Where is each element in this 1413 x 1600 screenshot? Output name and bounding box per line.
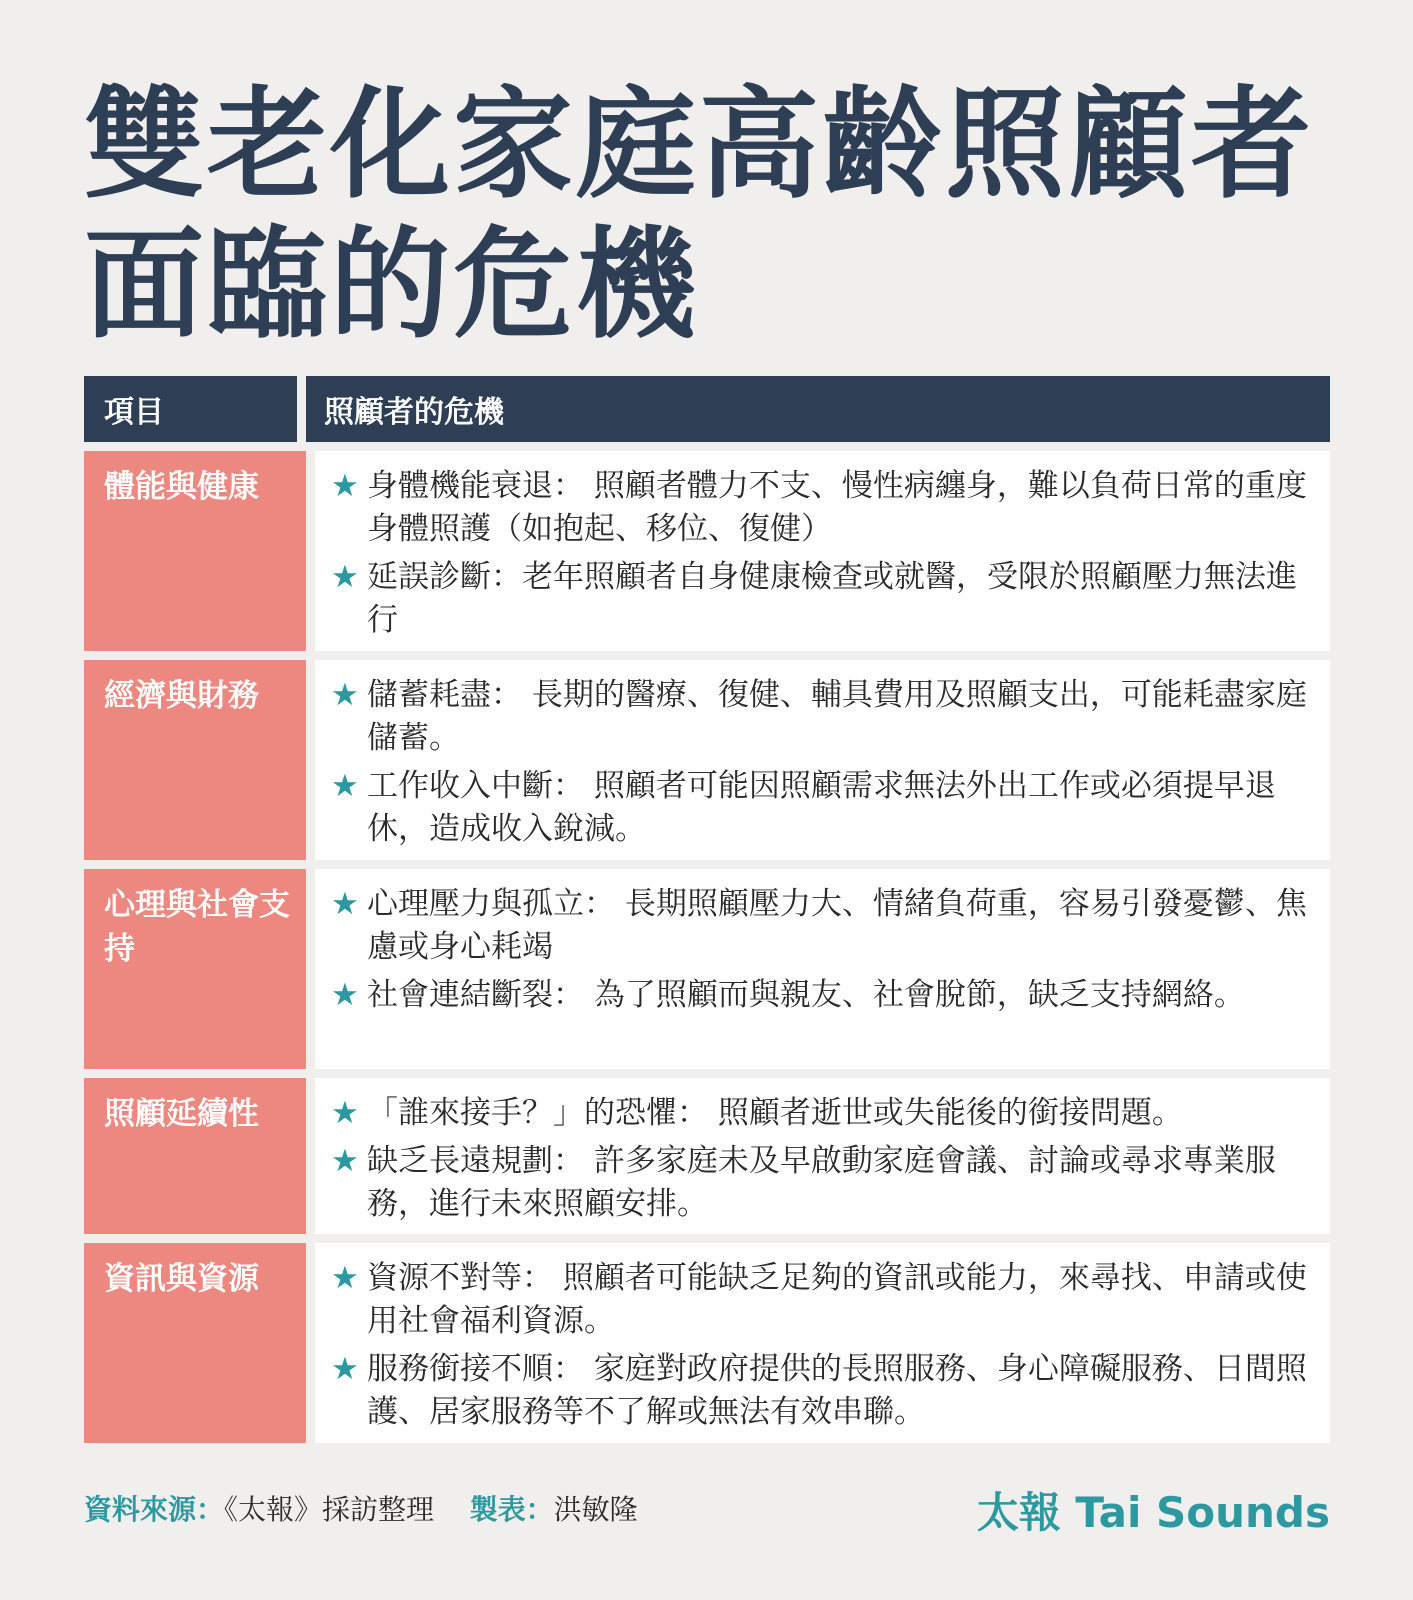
page-title <box>84 76 1344 356</box>
item-text: 「誰來接手？」的恐懼： 照顧者逝世或失能後的銜接問題。 <box>367 1095 1183 1131</box>
item-text: 工作收入中斷： 照顧者可能因照顧需求無法外出工作或必須提早退休，造成收入銳減。 <box>367 768 1276 847</box>
footer <box>84 1480 1330 1536</box>
maker-value: 洪敏隆 <box>553 1493 638 1526</box>
table-row <box>84 660 1330 860</box>
row-content <box>315 869 1330 1069</box>
row-content <box>315 451 1330 651</box>
table-row <box>84 1243 1330 1443</box>
header-crisis: 照顧者的危機 <box>324 395 504 430</box>
star-icon: ★ <box>331 677 359 713</box>
list-item <box>331 465 1316 551</box>
item-text: 社會連結斷裂： 為了照顧而與親友、社會脫節，缺乏支持網絡。 <box>367 977 1245 1013</box>
table-row <box>84 451 1330 651</box>
row-category: 照顧延續性 <box>84 1078 306 1234</box>
source-credit <box>84 1488 638 1528</box>
star-icon: ★ <box>331 1143 359 1179</box>
row-category: 資訊與資源 <box>84 1243 306 1443</box>
list-item <box>331 1348 1316 1434</box>
star-icon: ★ <box>331 1095 359 1131</box>
row-category: 體能與健康 <box>84 451 306 651</box>
item-text: 儲蓄耗盡： 長期的醫療、復健、輔具費用及照顧支出，可能耗盡家庭儲蓄。 <box>367 677 1307 756</box>
star-icon: ★ <box>331 1351 359 1387</box>
row-category: 經濟與財務 <box>84 660 306 860</box>
item-text: 身體機能衰退： 照顧者體力不支、慢性病纏身，難以負荷日常的重度身體照護（如抱起、移位、復健） <box>367 468 1307 547</box>
star-icon: ★ <box>331 768 359 804</box>
item-text: 缺乏長遠規劃： 許多家庭未及早啟動家庭會議、討論或尋求專業服務，進行未來照顧安排。 <box>367 1143 1276 1222</box>
item-text: 心理壓力與孤立： 長期照顧壓力大、情緒負荷重，容易引發憂鬱、焦慮或身心耗竭 <box>367 886 1307 965</box>
star-icon: ★ <box>331 1260 359 1296</box>
star-icon: ★ <box>331 559 359 595</box>
row-content <box>315 1078 1330 1234</box>
header-item: 項目 <box>84 376 306 442</box>
source-label: 資料來源： <box>84 1493 225 1526</box>
item-text: 延誤診斷：老年照顧者自身健康檢查或就醫，受限於照顧壓力無法進行 <box>367 559 1297 638</box>
list-item <box>331 556 1316 642</box>
table-row <box>84 1078 1330 1234</box>
title-line-2: 面臨的危機 <box>84 216 699 355</box>
list-item <box>331 765 1316 851</box>
brand-logo: 太報 Tai Sounds <box>976 1488 1330 1537</box>
source-value: 《太報》採訪整理 <box>224 1493 435 1526</box>
table-row <box>84 869 1330 1069</box>
list-item <box>331 883 1316 969</box>
list-item <box>331 1092 1316 1135</box>
item-text: 資源不對等： 照顧者可能缺乏足夠的資訊或能力，來尋找、申請或使用社會福利資源。 <box>367 1260 1307 1339</box>
item-text: 服務銜接不順： 家庭對政府提供的長照服務、身心障礙服務、日間照護、居家服務等不了解或無法有效串聯。 <box>367 1351 1307 1430</box>
maker-label: 製表： <box>469 1493 554 1526</box>
star-icon: ★ <box>331 977 359 1013</box>
list-item <box>331 1140 1316 1226</box>
list-item <box>331 1257 1316 1343</box>
row-content <box>315 1243 1330 1443</box>
title-line-1: 雙老化家庭高齡照顧者 <box>84 76 1314 215</box>
crisis-table <box>84 376 1330 1443</box>
row-category: 心理與社會支持 <box>84 869 306 1069</box>
list-item <box>331 674 1316 760</box>
star-icon: ★ <box>331 468 359 504</box>
table-header <box>84 376 1330 442</box>
row-content <box>315 660 1330 860</box>
list-item <box>331 974 1316 1017</box>
star-icon: ★ <box>331 886 359 922</box>
